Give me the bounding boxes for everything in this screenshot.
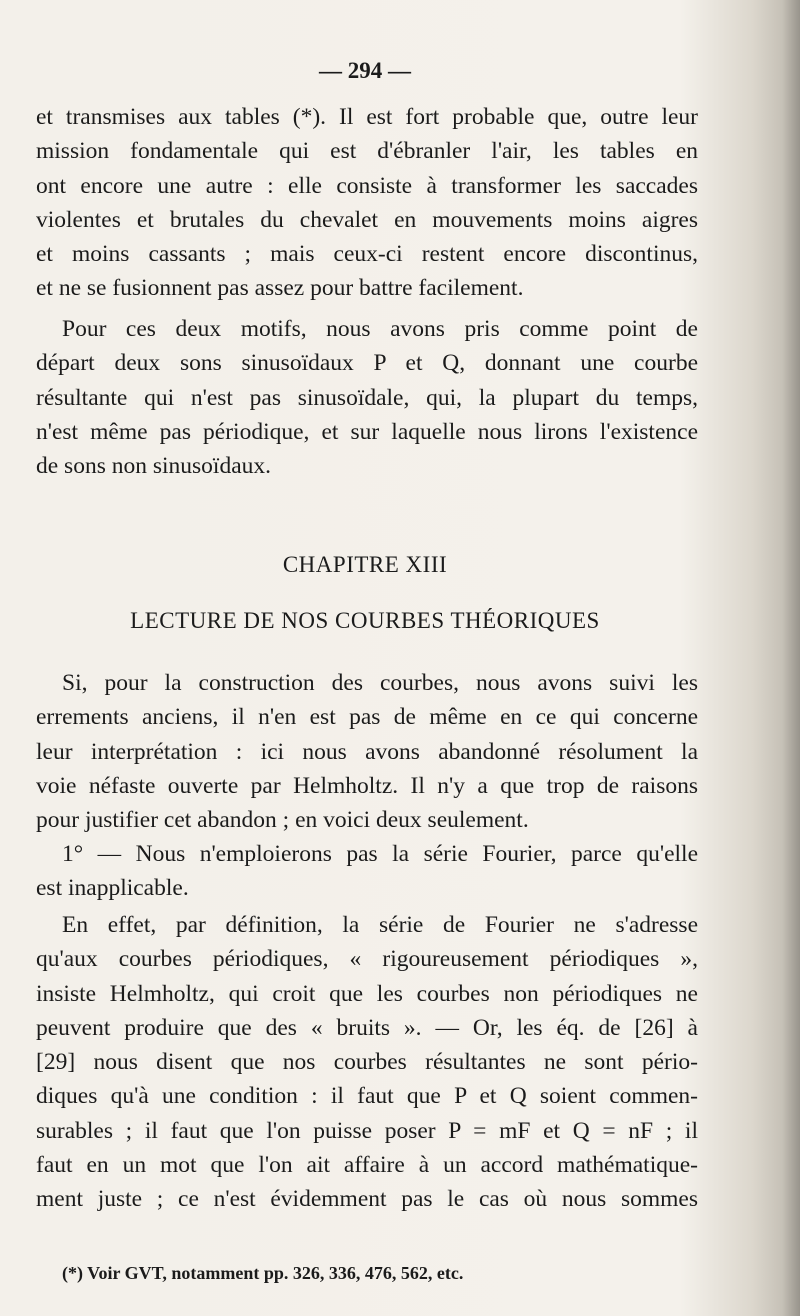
paragraph-intro [36, 100, 698, 306]
text-line: surables ; il faut que l'on puisse poser P = mF et Q = nF ; il [36, 1117, 698, 1144]
paragraph-motifs [36, 312, 698, 483]
text-line: et moins cassants ; mais ceux-ci restent encore discontinus, [36, 241, 698, 268]
text-line: qu'aux courbes périodiques, « rigoureusement périodiques », [36, 946, 698, 973]
text-line: Si, pour la construction des courbes, nous avons suivi les [62, 670, 698, 696]
text-line: ont encore une autre : elle consiste à transformer les saccades [36, 172, 698, 199]
chapter-title: CHAPITRE XIII [282, 552, 448, 577]
text-line: voie néfaste ouverte par Helmholtz. Il n'y a que trop de raisons [36, 772, 698, 799]
text-line: et transmises aux tables (*). Il est fort probable que, outre leur [36, 104, 698, 130]
text-line: n'est même pas périodique, et sur laquelle nous lirons l'existence [36, 418, 698, 445]
text-line: résultante qui n'est pas sinusoïdale, qui, la plupart du temps, [36, 384, 698, 411]
text-line: ment juste ; ce n'est évidemment pas le cas où nous sommes [36, 1186, 698, 1213]
text-line: faut en un mot que l'on ait affaire à un accord mathématique- [36, 1152, 698, 1179]
footnote: (*) Voir GVT, notamment pp. 326, 336, 476, 562, etc. [62, 1263, 464, 1283]
paragraph-point-one [36, 837, 698, 906]
text-line: et ne se fusionnent pas assez pour battre facilement. [36, 275, 524, 302]
chapter-subtitle: LECTURE DE NOS COURBES THÉORIQUES [130, 608, 600, 633]
text-line: départ deux sons sinusoïdaux P et Q, donnant une courbe [36, 350, 698, 377]
page-number: — 294 — [319, 58, 411, 83]
text-line: de sons non sinusoïdaux. [36, 453, 271, 480]
text-line: mission fondamentale qui est d'ébranler l'air, les tables en [36, 138, 698, 165]
text-line: violentes et brutales du chevalet en mouvements moins aigres [36, 206, 698, 233]
text-line: peuvent produire que des « bruits ». — Or, les éq. de [26] à [36, 1014, 698, 1041]
paragraph-construction [36, 666, 698, 837]
text-line: 1° — Nous n'emploierons pas la série Fourier, parce qu'elle [62, 841, 698, 867]
text-line: errements anciens, il n'en est pas de même en ce qui concerne [36, 704, 698, 731]
text-line: leur interprétation : ici nous avons abandonné résolument la [36, 738, 698, 765]
text-line: pour justifier cet abandon ; en voici deux seulement. [36, 807, 529, 834]
paragraph-fourier [36, 908, 698, 1217]
text-line: En effet, par définition, la série de Fourier ne s'adresse [62, 912, 698, 938]
text-line: est inapplicable. [36, 875, 189, 902]
text-line: diques qu'à une condition : il faut que P et Q soient commen- [36, 1083, 698, 1110]
text-line: [29] nous disent que nos courbes résultantes ne sont pério- [36, 1049, 698, 1076]
text-line: insiste Helmholtz, qui croit que les courbes non périodiques ne [36, 980, 698, 1007]
text-line: Pour ces deux motifs, nous avons pris comme point de [62, 316, 698, 342]
page-edge-shadow [782, 0, 800, 1316]
